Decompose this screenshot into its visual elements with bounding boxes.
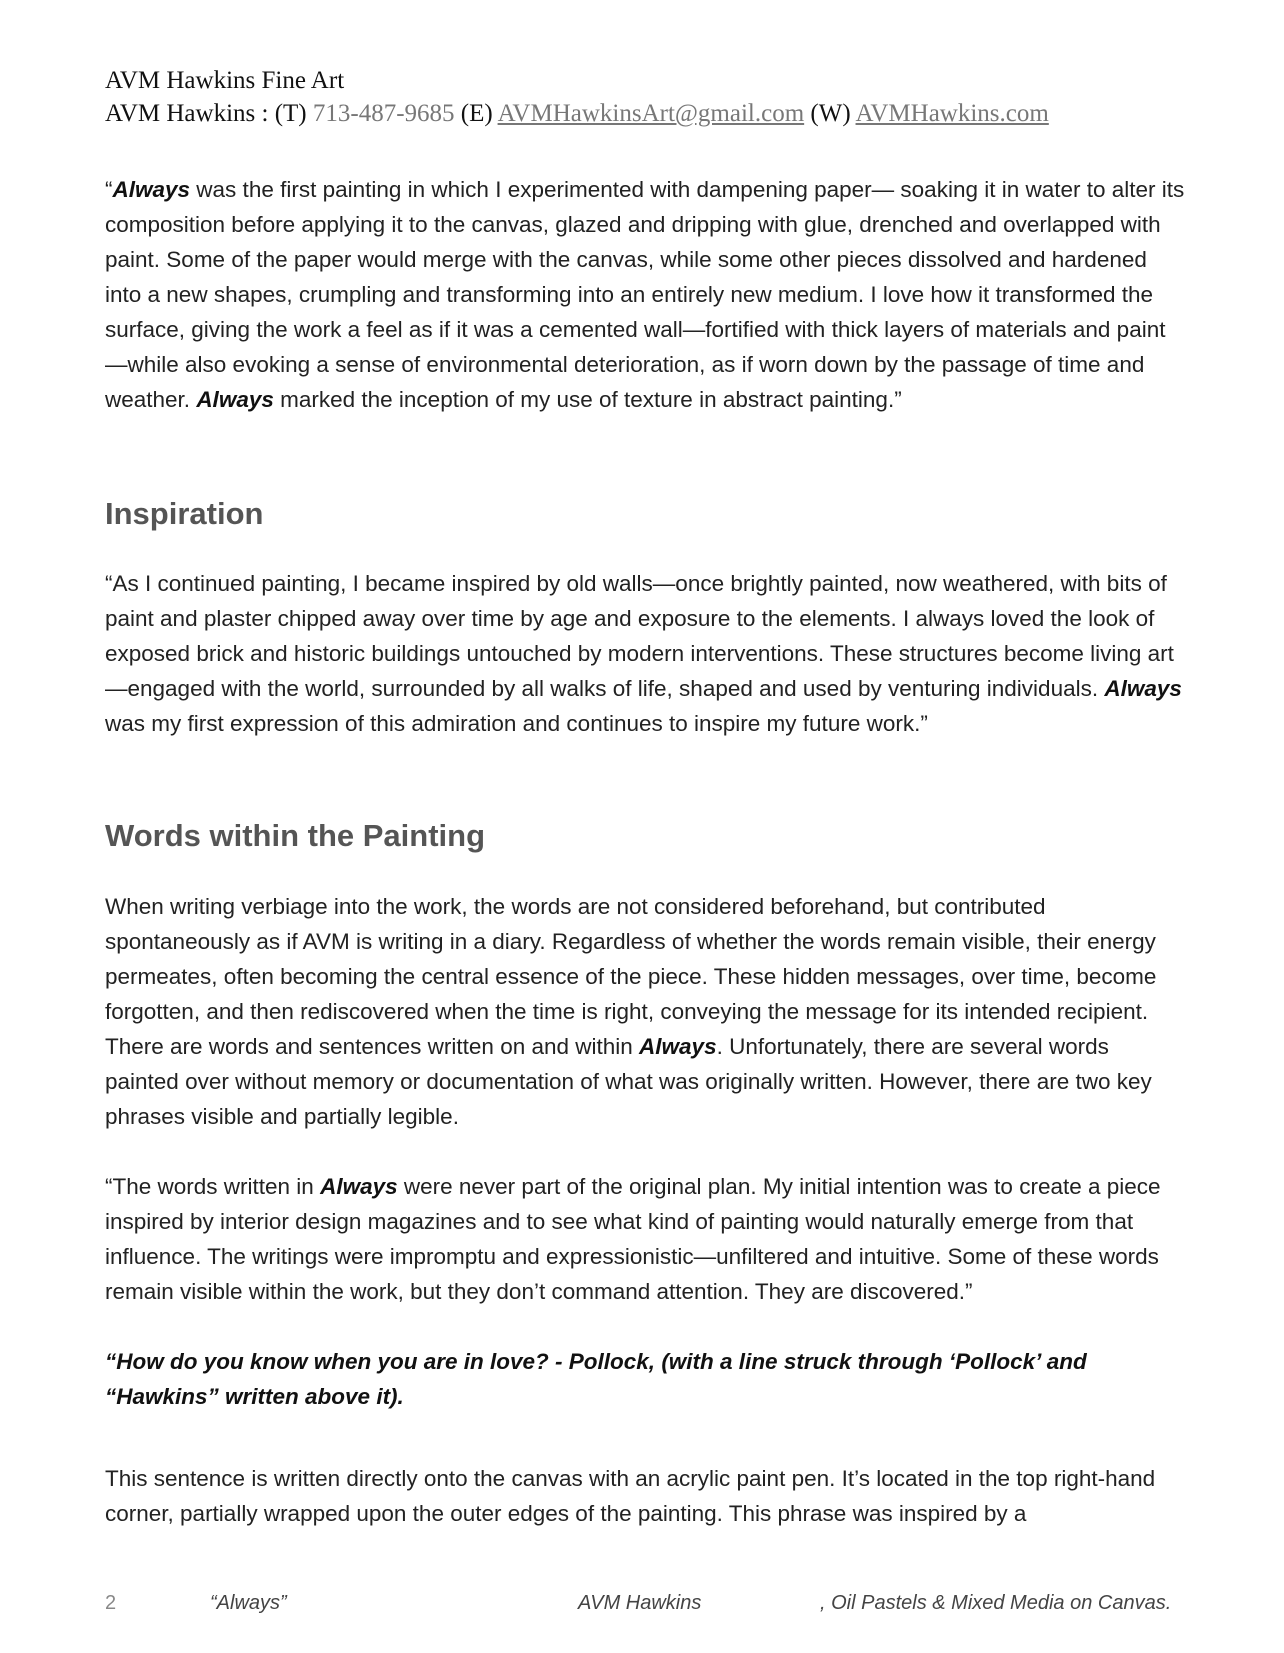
- artist-name: AVM Hawkins: [105, 100, 256, 127]
- contact-line: [105, 97, 1049, 131]
- title-always: Always: [196, 387, 274, 412]
- words-quote-text-1: “The words written in: [105, 1174, 321, 1199]
- website-label: (W): [810, 100, 851, 127]
- words-paragraph-1: [105, 889, 1185, 1134]
- inspiration-text-1: “As I continued painting, I became inspired by old walls—once brightly painted, now weathered, with bits of paint and plaster chipped away over time by age and exposure to the elements. I always loved the look of exposed brick and historic buildings untouched by modern interventions. These structures become living art—engaged with the world, surrounded by all walks of life, shaped and used by venturing individuals.: [105, 571, 1174, 701]
- email-link[interactable]: AVMHawkinsArt@gmail.com: [497, 100, 805, 127]
- intro-paragraph: [105, 172, 1185, 417]
- contact-separator: :: [255, 100, 275, 127]
- page-footer: [105, 1592, 1185, 1622]
- email-label: (E): [460, 100, 493, 127]
- title-always: Always: [320, 1174, 398, 1199]
- website-link[interactable]: AVMHawkins.com: [855, 100, 1049, 127]
- words-heading: Words within the Painting: [105, 818, 486, 853]
- key-phrase-quote: “How do you know when you are in love? - Pollock, (with a line struck through ‘Pollock’ and “Hawkins” written above it).: [105, 1349, 1087, 1409]
- phone-label: (T): [274, 100, 307, 127]
- footer-medium: , Oil Pastels & Mixed Media on Canvas.: [820, 1592, 1172, 1614]
- intro-text-2: marked the inception of my use of texture in abstract painting.”: [273, 387, 902, 412]
- words-paragraph-3: This sentence is written directly onto the canvas with an acrylic paint pen. It’s located in the top right-hand corner, partially wrapped upon the outer edges of the painting. This phrase was inspired by a: [105, 1466, 1156, 1526]
- gallery-name: AVM Hawkins Fine Art: [105, 67, 345, 94]
- inspiration-paragraph: [105, 566, 1185, 741]
- phone-number: 713-487-9685: [312, 100, 455, 127]
- inspiration-text-2: was my first expression of this admiration and continues to inspire my future work.”: [105, 711, 928, 736]
- title-always: Always: [1104, 676, 1182, 701]
- open-quote: “: [105, 177, 113, 202]
- words-quote-text-2: were never part of the original plan. My initial intention was to create a piece inspired by interior design magazines and to see what kind of painting would naturally emerge from that influence. The writings were impromptu and expressionistic—unfiltered and intuitive. Some of these words remain visible within the work, but they don’t command attention. They are discovered.”: [105, 1174, 1161, 1304]
- words-paragraph-2: [105, 1169, 1185, 1309]
- words-text-1: When writing verbiage into the work, the words are not considered beforehand, but contributed spontaneously as if AVM is writing in a diary. Regardless of whether the words remain visible, their energy permeates, often becoming the central essence of the piece. These hidden messages, over time, become forgotten, and then rediscovered when the time is right, conveying the message for its intended recipient. There are words and sentences written on and within: [105, 894, 1157, 1059]
- title-always: Always: [639, 1034, 717, 1059]
- inspiration-heading: Inspiration: [105, 496, 264, 531]
- page-number: 2: [105, 1592, 117, 1614]
- footer-title: “Always”: [210, 1592, 287, 1614]
- words-text-2: . Unfortunately, there are several words painted over without memory or documentation of what was originally written. However, there are two key phrases visible and partially legible.: [105, 1034, 1152, 1129]
- title-always: Always: [112, 177, 191, 202]
- footer-artist: AVM Hawkins: [578, 1592, 702, 1614]
- intro-text-1: was the first painting in which I experimented with dampening paper— soaking it in water to alter its composition before applying it to the canvas, glazed and dripping with glue, drenched and overlapped with paint. Some of the paper would merge with the canvas, while some other pieces dissolved and hardened into a new shapes, crumpling and transforming into an entirely new medium. I love how it transformed the surface, giving the work a feel as if it was a cemented wall—fortified with thick layers of materials and paint—while also evoking a sense of environmental deterioration, as if worn down by the passage of time and weather.: [105, 177, 1185, 412]
